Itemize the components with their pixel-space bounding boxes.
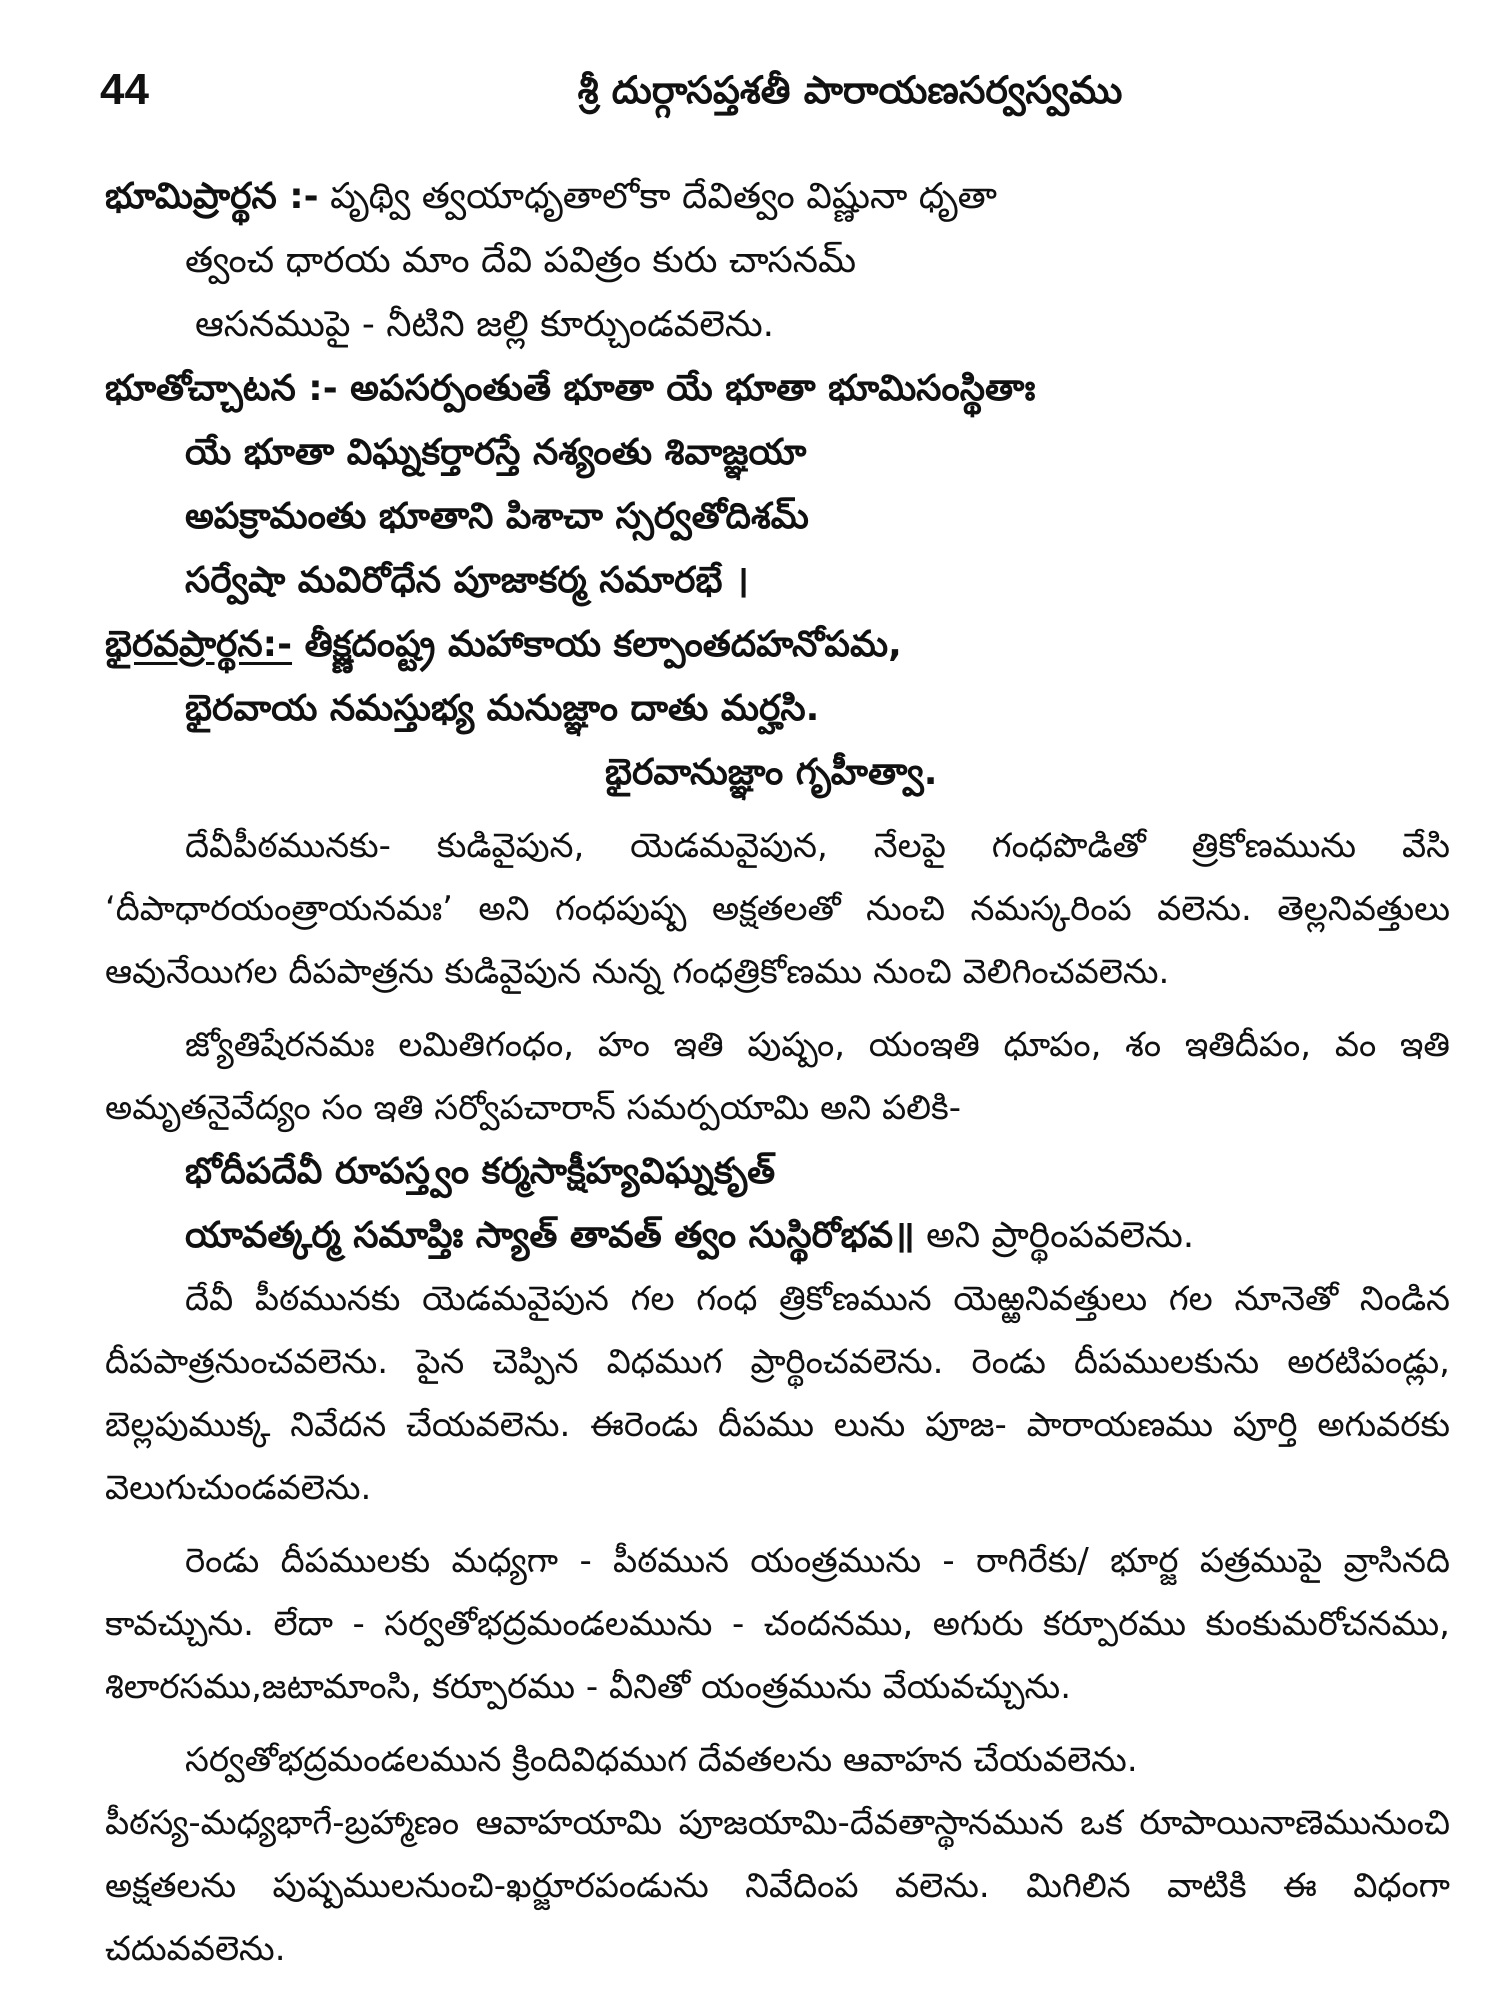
paragraph-sarvatobhadra [105, 1729, 1450, 1792]
bhutochchatana-line-1 [105, 357, 1450, 421]
bhairava-prarthana-label: భైరవప్రార్థన:- [105, 624, 293, 665]
bhutochchatana-label: భూతోచ్చాటన :- [105, 368, 338, 409]
page-number: 44 [100, 65, 149, 114]
bhutochchatana-verse-4: సర్వేషా మవిరోధేన పూజాకర్మ సమారభే । [185, 560, 749, 601]
bhairava-prarthana-verse-2: భైరవాయ నమస్తుభ్య మనుజ్ఞాం దాతు మర్హసి. [185, 688, 820, 729]
deepa-verse-2-line [105, 1204, 1450, 1268]
page-header [100, 60, 1440, 130]
deepa-verse-2-instruction: అని ప్రార్థింపవలెను. [914, 1215, 1195, 1256]
paragraph-jyoti-pooja [105, 1014, 1450, 1140]
paragraph-left-deepa-text: దేవీ పీఠమునకు యెడమవైపున గల గంధ త్రికోణమున యెఱ్ఱనివత్తులు గల నూనెతో నిండిన దీపపాత్రనుంచవలెను. పైన చెప్పిన విధముగ ప్రార్థించవలెను. రెండు దీపములకును అరటిపండ్లు, బెల్లపుముక్క నివేదన చేయవలెను. ఈరెండు దీపము లును పూజ- పారాయణము పూర్తి అగువరకు వెలుగుచుండవలెను. [105, 1279, 1450, 1508]
paragraph-brahma-avahana [105, 1792, 1450, 1981]
bhumi-prarthana-instruction: ఆసనముపై - నీటిని జల్లి కూర్చుండవలెను. [195, 304, 775, 345]
bhutochchatana-verse-1: అపసర్పంతుతే భూతా యే భూతా భూమిసంస్థితాః [337, 368, 1036, 409]
paragraph-yantra-text: రెండు దీపములకు మధ్యగా - పీఠమున యంత్రమును - రాగిరేకు/ భూర్జ పత్రముపై వ్రాసినది కావచ్చును. లేదా - సర్వతోభద్రమండలమును - చందనము, అగురు కర్పూరము కుంకుమరోచనము, శిలారసము,జటామాంసి, కర్పూరము - వీనితో యంత్రమును వేయవచ్చును. [105, 1541, 1450, 1707]
page-body [105, 165, 1450, 1981]
bhumi-prarthana-verse-2: త్వంచ ధారయ మాం దేవి పవిత్రం కురు చాసనమ్ [185, 240, 857, 281]
paragraph-deepa-placement [105, 815, 1450, 1004]
bhairava-prarthana-line-1 [105, 613, 1450, 677]
bhutochchatana-verse-2: యే భూతా విఘ్నకర్తారస్తే నశ్యంతు శివాజ్ఞయా [185, 432, 807, 473]
paragraph-yantra [105, 1530, 1450, 1719]
bhumi-prarthana-line-1 [105, 165, 1450, 229]
paragraph-brahma-avahana-text: పీఠస్య-మధ్యభాగే-బ్రహ్మాణం ఆవాహయామి పూజయామి-దేవతాస్థానమున ఒక రూపాయినాణెమునుంచి అక్షతలను పుష్పములనుంచి-ఖర్జూరపండును నివేదింప వలెను. మిగిలిన వాటికి ఈ విధంగా చదువవలెను. [105, 1803, 1450, 1969]
bhutochchatana-verse-3: అపక్రామంతు భూతాని పిశాచా స్సర్వతోదిశమ్ [185, 496, 809, 537]
bhumi-prarthana-label: భూమిప్రార్థన :- [105, 176, 319, 217]
deepa-verse-2: యావత్కర్మ సమాప్తిః స్యాత్ తావత్ త్వం సుస్థిరోభవ॥ [185, 1215, 915, 1256]
bhairava-prarthana-verse-1: తీక్ష్ణదంష్ట్ర మహాకాయ కల్పాంతదహనోపమ, [292, 624, 902, 665]
paragraph-deepa-placement-text: దేవీపీఠమునకు- కుడివైపున, యెడమవైపున, నేలపై గంధపొడితో త్రికోణమును వేసి ‘దీపాధారయంత్రాయనమః’ అని గంధపుష్ప అక్షతలతో నుంచి నమస్కరింప వలెను. తెల్లనివత్తులు ఆవునేయిగల దీపపాత్రను కుడివైపున నున్న గంధత్రికోణము నుంచి వెలిగించవలెను. [105, 826, 1450, 992]
bhairava-anujna: భైరవానుజ్ఞాం గృహీత్వా. [605, 752, 938, 793]
bhumi-prarthana-verse-1: పృథ్వి త్వయాధృతాలోకా దేవిత్వం విష్ణునా ధృతా [318, 176, 998, 217]
paragraph-jyoti-pooja-text: జ్యోతిషేరనమః లమితిగంధం, హం ఇతి పుష్పం, యంఇతి ధూపం, శం ఇతిదీపం, వం ఇతి అమృతనైవేద్యం సం ఇతి సర్వోపచారాన్ సమర్పయామి అని పలికి- [105, 1025, 1450, 1128]
paragraph-sarvatobhadra-text: సర్వతోభద్రమండలమున క్రిందివిధముగ దేవతలను ఆవాహన చేయవలెను. [185, 1740, 1138, 1780]
deepa-verse-1: భోదీపదేవీ రూపస్త్వం కర్మసాక్షీహ్యవిఘ్నకృత్ [185, 1151, 776, 1192]
paragraph-left-deepa [105, 1268, 1450, 1520]
running-title: శ్రీ దుర్గాసప్తశతీ పారాయణసర్వస్వము [577, 68, 1123, 112]
